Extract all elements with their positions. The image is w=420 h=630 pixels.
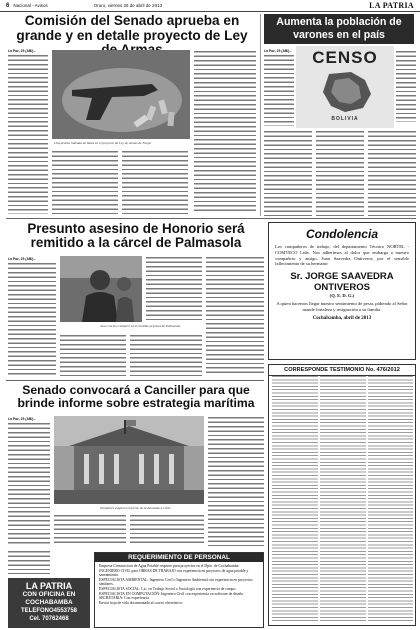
requirement-line: Empresa Constructora de Agua Potable requiere para proyectos en el Dpto. de Cochabamba: [99,564,240,568]
condolence-initials: (Q. E. D. G.) [329,293,355,299]
article3-text-col4 [208,416,264,546]
census-byline: La Paz, 25 (ABI).- [264,48,294,54]
article1-text-col3 [122,150,188,214]
requirement-line: SECRETARIA: Con experiencia [99,596,149,601]
article3-byline: La Paz, 25 (ABI).- [8,416,50,422]
article2-text-col1 [8,262,56,376]
patria-ad-line4: TELEFONO4553758 [20,608,78,614]
article1-body-left [8,48,48,214]
census-poster [296,46,394,128]
section-divider-2 [6,380,264,381]
article2-headline: Presunto asesino de Honorio será remitido a la cárcel de Palmasola [27,221,245,251]
patria-ad-line3: COCHABAMBA [25,599,73,606]
requirement-title: REQUERIMIENTO DE PERSONAL [95,553,263,562]
testimony-notice [268,364,416,626]
article3-body-left [8,416,50,546]
requirement-ad [94,552,264,628]
article2-text-col4 [130,334,202,376]
article2-body-left [8,256,56,376]
section-divider [6,218,416,219]
census-text-col1 [264,130,312,216]
brand-logo: LA PATRIA [369,1,414,10]
article1-byline: La Paz, 25 (ABI).- [8,48,48,54]
section-name: Nacional - Avisos [13,3,48,8]
article2-photo [60,256,142,322]
condolence-closing: A quien hacemos llegar nuestro sentimiento de pesar, pidiendo al Señor mande fortaleza y resignación a su familia. [276,301,408,312]
article3-text-col5 [8,550,50,574]
suspect-photo-icon [60,256,142,322]
testimony-col1 [272,375,318,623]
census-map-icon [315,70,375,114]
page-header [0,0,420,12]
article2-caption: Juan Carlos Campero será remitido al penal de Palmasola [100,324,181,328]
requirement-line: INGENIERO CIVIL para OBRAS DE TRABAJO con experiencia en proyectos de agua potable y saneamiento. [99,568,249,578]
article1-text-col1 [8,54,48,214]
article3-text-col2 [54,514,126,546]
census-text-col0 [264,54,294,126]
article2-byline: La Paz, 25 (ABI).- [8,256,56,262]
patria-ad-line5: Cel. 70762468 [29,616,69,622]
census-text-side [396,50,416,122]
census-headline: Aumenta la población de varones en el país [264,14,414,44]
condolence-name-line1: Sr. JORGE SAAVEDRA [290,271,394,283]
condolence-body: Los compañeros de trabajo, del departamento Técnico NORTEL - COMTECO Ltda. Nos adherimos al dolor que embarga a nuestro compañero y amigo, Juan Saavedra Ontiveros, por el sensible fallecimiento de su hermano: [275,244,409,267]
condolence-ad [268,222,416,360]
page-number: 6 [6,2,10,9]
senate-building-icon [54,416,204,504]
census-text-col3 [368,130,416,216]
condolence-signature: Cochabamba, abril de 2013 [312,315,372,321]
requirement-line: ESPECIALISTA EN COMPUTACIÓN: Ingeniero Civil con experiencia en software de diseño. [99,591,245,596]
patria-office-ad [8,578,90,628]
testimony-col3 [368,375,413,623]
patria-ad-line2: CON OFICINA EN [22,591,76,598]
condolence-title: Condolencia [305,227,378,241]
requirement-line: ESPECIALISTA AMBIENTAL: Ingeniero Civil o Ingeniero Ambiental con experiencia en proyectos similares. [99,577,253,587]
census-text-col2 [316,130,364,216]
article3-text-col1 [8,422,50,546]
testimony-col2 [320,375,366,623]
testimony-title: CORRESPONDE TESTIMONIO No. 476/2012 [269,365,415,376]
patria-ad-line1: LA PATRIA [25,581,73,591]
requirement-line: Enviar hoja de vida documentada al correo electrónico: [99,600,184,605]
article3-caption: Senadores exigieron informe de la demanda a Chile [100,506,171,510]
census-poster-caption: BOLIVIA [331,116,359,122]
article1-text-col2 [52,150,118,214]
article2-text-col2 [146,256,202,322]
pistol-photo-icon [52,50,190,139]
census-byline-box [264,48,294,126]
article2-text-col3 [60,334,126,376]
date-line: Oruro, viernes 26 de abril de 2013 [93,3,163,8]
article1-caption: Una pistola rodeada de balas en el proyecto de Ley de Armas de Fuego [54,141,152,145]
census-poster-word: CENSO [312,48,378,67]
requirement-line: ESPECIALISTA SOCIAL: Lic. en Trabajo Social o Sociología con experiencia de campo. [99,586,237,591]
article1-photo [52,50,190,139]
article2-text-col5 [206,256,264,376]
requirement-lines [95,562,263,607]
article3-text-col3 [130,514,204,546]
article1-text-col4 [194,50,256,214]
column-divider [260,14,261,216]
article3-headline: Senado convocará a Canciller para que brinde informe sobre estrategia marítima [17,383,255,411]
article1-headline: Comisión del Senado aprueba en grande y en detalle proyecto de Ley [16,13,248,43]
condolence-name-line2: ONTIVEROS [314,282,370,294]
article3-photo [54,416,204,504]
